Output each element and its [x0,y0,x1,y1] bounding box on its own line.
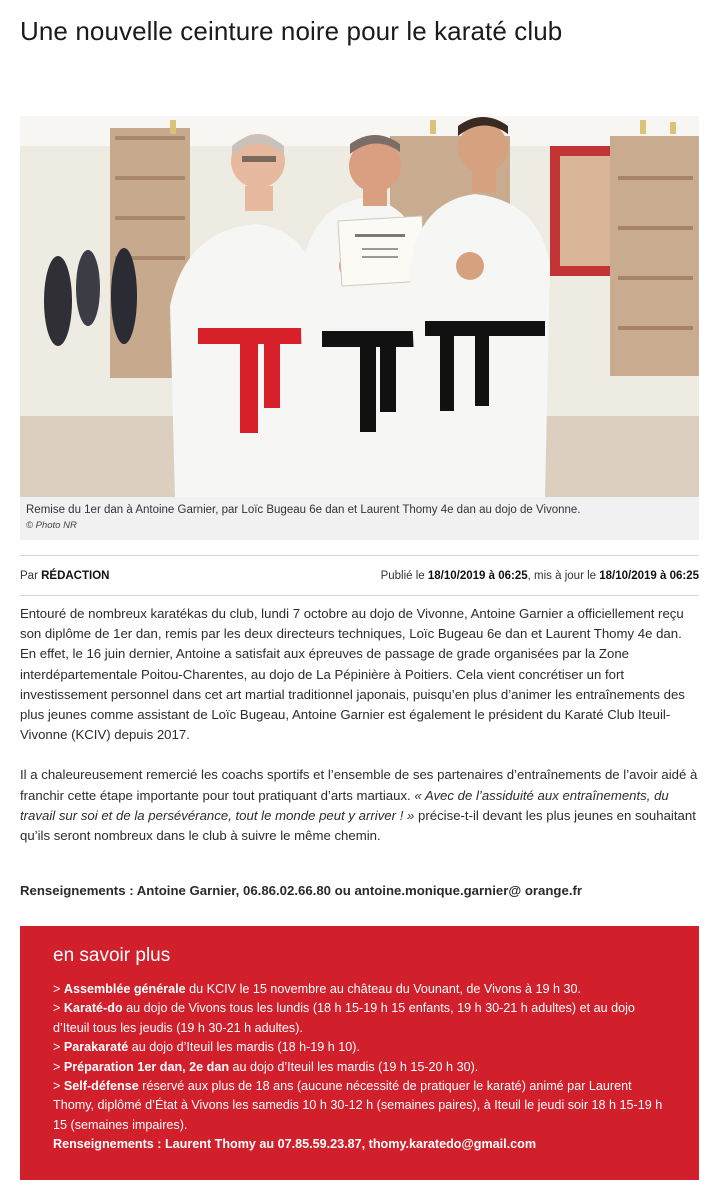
article-paragraph-2 [20,765,699,846]
item-text: au dojo d’Iteuil les mardis (19 h 15-20 h 30). [229,1059,479,1074]
info-item [53,1077,666,1135]
contact-info: Renseignements : Antoine Garnier, 06.86.02.66.80 ou antoine.monique.garnier@ orange.fr [20,883,583,898]
item-prefix: > [53,1040,64,1055]
published-prefix: Publié le [380,570,428,582]
info-item [53,980,666,999]
item-prefix: > [53,982,64,996]
item-text: au dojo de Vivons tous les lundis (18 h 15-19 h 15 enfants, 19 h 30-21 h adultes) et au dojo d’Iteuil tous les jeudis (19 h 30-21 h adultes). [53,1001,635,1035]
updated-date: 18/10/2019 à 06:25 [599,570,699,582]
item-prefix: > [53,1059,64,1074]
photo-credit: © Photo NR [26,520,77,531]
photo-illustration [20,116,699,497]
info-box-title: en savoir plus [53,945,171,966]
info-item [53,999,666,1038]
updated-prefix: , mis à jour le [527,570,600,582]
caption-text: Remise du 1er dan à Antoine Garnier, par Loïc Bugeau 6e dan et Laurent Thomy 4e dan au dojo de Vivonne. [26,504,581,516]
item-heading: Self-défense [63,1079,139,1094]
item-prefix: > [53,1079,64,1094]
info-item [53,1038,666,1057]
item-text: du KCIV le 15 novembre au château du Vounant, de Vivons à 19 h 30. [185,982,582,996]
article-body [20,604,699,846]
photo-caption [20,497,699,540]
author-prefix: Par [20,570,42,582]
info-box [20,926,699,1180]
article-title: Une nouvelle ceinture noire pour le karaté club [20,16,563,46]
author-name[interactable]: RÉDACTION [41,570,110,582]
paragraph-2-start: Il a chaleureusement remercié les coachs sportifs et l’ensemble de ses partenaires d’entraînements de l’avoir aidé à franchir cette étape importante pour tout pratiquant d’arts martiaux. [20,767,698,803]
article-figure [20,116,699,540]
quote: « Avec de l’assiduité aux entraînements, du travail sur soi et de la persévérance, tout le monde peut y arriver ! » [20,787,669,823]
item-text: au dojo d’Iteuil les mardis (18 h-19 h 10). [128,1040,360,1055]
item-heading: Assemblée générale [63,982,186,996]
info-box-contact: Renseignements : Laurent Thomy au 07.85.59.23.87, thomy.karatedo@gmail.com [53,1137,537,1152]
item-heading: Parakaraté [63,1040,129,1055]
item-prefix: > [53,1001,64,1016]
info-item [53,1058,666,1077]
article-meta [20,555,699,596]
paragraph-2-end: précise-t-il devant les plus jeunes en souhaitant qu’ils seront nombreux dans le club à suivre le même chemin. [20,807,696,844]
published-date: 18/10/2019 à 06:25 [427,570,528,582]
publication-dates [381,570,699,582]
item-heading: Karaté-do [63,1001,123,1016]
item-heading: Préparation 1er dan, 2e dan [63,1059,230,1074]
author-line [20,570,109,582]
karate-photo[interactable] [20,116,699,497]
article-paragraph-1: Entouré de nombreux karatékas du club, lundi 7 octobre au dojo de Vivonne, Antoine Garnier a officiellement reçu son diplôme de 1er dan, remis par les deux directeurs techniques, Loïc Bugeau 6e dan et Laurent Thomy 4e dan. En effet, le 16 juin dernier, Antoine a satisfait aux épreuves de passage de grade organisées par la Zone interdépartementale Poitou-Charentes, au dojo de La Pépinière à Poitiers. Cela vient concrétiser un fort investissement personnel dans cet art martial traditionnel japonais, puisqu’en plus d’animer les entraînements des plus jeunes comme assistant de Loïc Bugeau, Antoine Garnier est également le président du Karaté Club Iteuil-Vivonne (KCIV) depuis 2017. [20,606,685,743]
item-text: réservé aux plus de 18 ans (aucune nécessité de pratiquer le karaté) animé par Laurent Thomy, diplômé d’État à Vivons les samedis 10 h 30-12 h (semaines paires), à Iteuil le jeudi soir 18 h 15-19 h 15 (semaines impaires). [53,1079,663,1132]
